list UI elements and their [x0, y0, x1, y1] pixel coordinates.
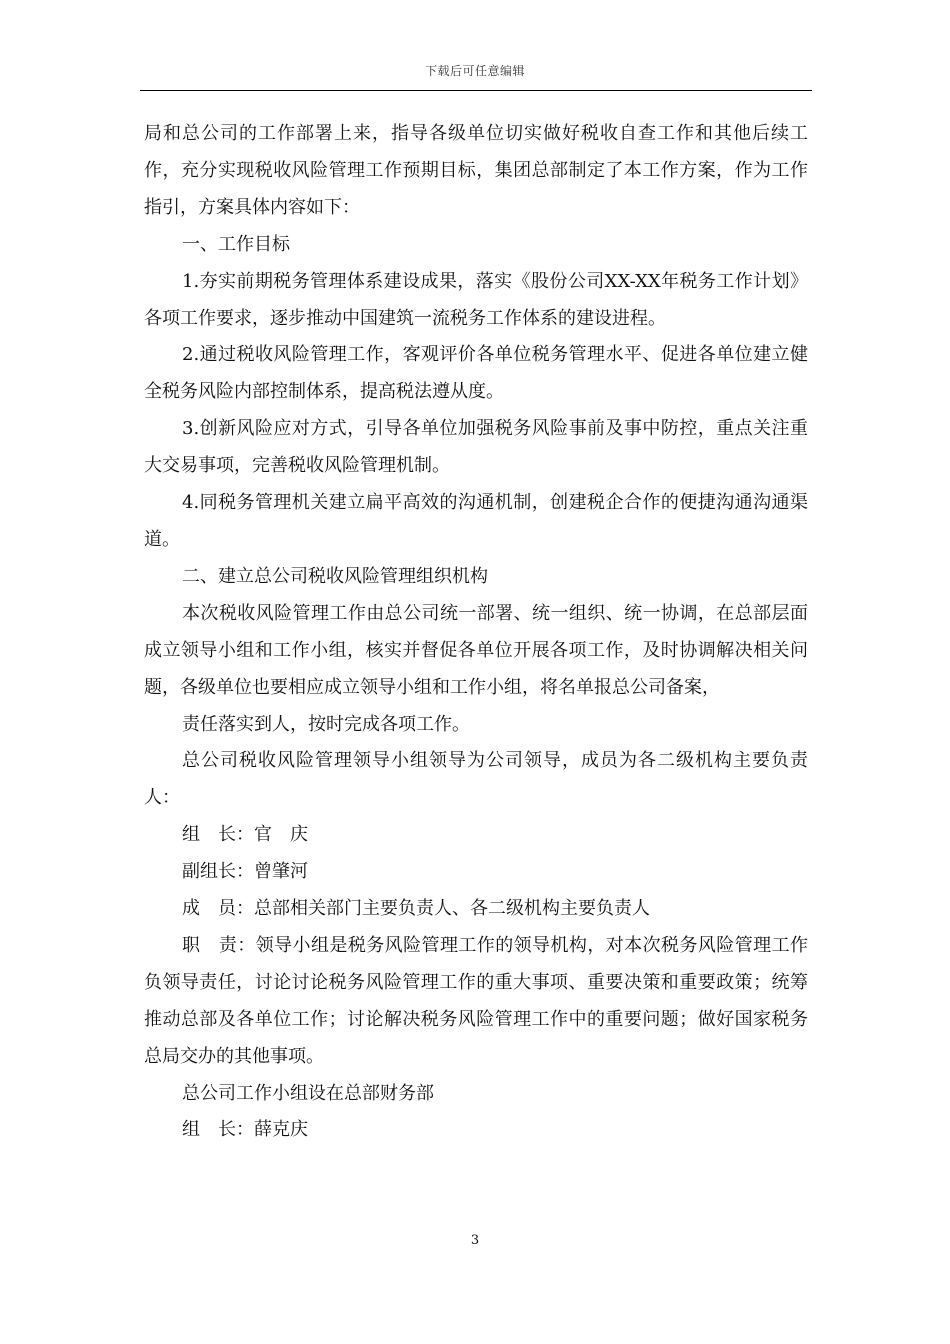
goal-item-3: 3.创新风险应对方式，引导各单位加强税务风险事前及事中防控，重点关注重大交易事项，完善税收风险管理机制。 — [144, 418, 808, 477]
goal-item-4: 4.同税务管理机关建立扁平高效的沟通机制，创建税企合作的便捷沟通沟通渠道。 — [144, 492, 808, 550]
leader-line: 组 长：官 庆 — [182, 824, 308, 846]
working-group-paragraph: 总公司工作小组设在总部财务部 — [182, 1082, 434, 1104]
header-divider — [140, 90, 812, 91]
goal-item-2: 2.通过税收风险管理工作，客观评价各单位税务管理水平、促进各单位建立健全税务风险内部控制体系，提高税法遵从度。 — [144, 344, 808, 403]
section-heading-organization: 二、建立总公司税收风险管理组织机构 — [182, 565, 488, 587]
leadership-group-paragraph: 总公司税收风险管理领导小组领导为公司领导，成员为各二级机构主要负责人： — [144, 750, 808, 809]
page-number: 3 — [470, 1233, 480, 1248]
responsibility-paragraph: 责任落实到人，按时完成各项工作。 — [182, 713, 470, 735]
working-group-leader-line: 组 长：薛克庆 — [182, 1119, 308, 1141]
organization-paragraph: 本次税收风险管理工作由总公司统一部署、统一组织、统一协调，在总部层面成立领导小组和工作小组，核实并督促各单位开展各项工作，及时协调解决相关问题，各级单位也要相应成立领导小组和工作小组，将名单报总公司备案， — [144, 602, 808, 698]
paragraph-continuation: 局和总公司的工作部署上来，指导各级单位切实做好税收自查工作和其他后续工作，充分实现税收风险管理工作预期目标，集团总部制定了本工作方案，作为工作指引，方案具体内容如下： — [144, 123, 808, 218]
goal-item-1: 1.夯实前期税务管理体系建设成果，落实《股份公司XX-XX年税务工作计划》各项工作要求，逐步推动中国建筑一流税务工作体系的建设进程。 — [144, 270, 808, 329]
deputy-leader-line: 副组长：曾肇河 — [182, 861, 308, 883]
section-heading-work-goals: 一、工作目标 — [182, 233, 290, 255]
header-note: 下载后可任意编辑 — [424, 64, 525, 78]
duties-paragraph: 职 责：领导小组是税务风险管理工作的领导机构，对本次税务风险管理工作负领导责任，讨论讨论税务风险管理工作的重大事项、重要决策和重要政策；统筹推动总部及各单位工作；讨论解决税务风险管理工作中的重要问题；做好国家税务总局交办的其他事项。 — [144, 934, 808, 1067]
members-line: 成 员：总部相关部门主要负责人、各二级机构主要负责人 — [182, 898, 650, 920]
document-body — [144, 116, 808, 1149]
